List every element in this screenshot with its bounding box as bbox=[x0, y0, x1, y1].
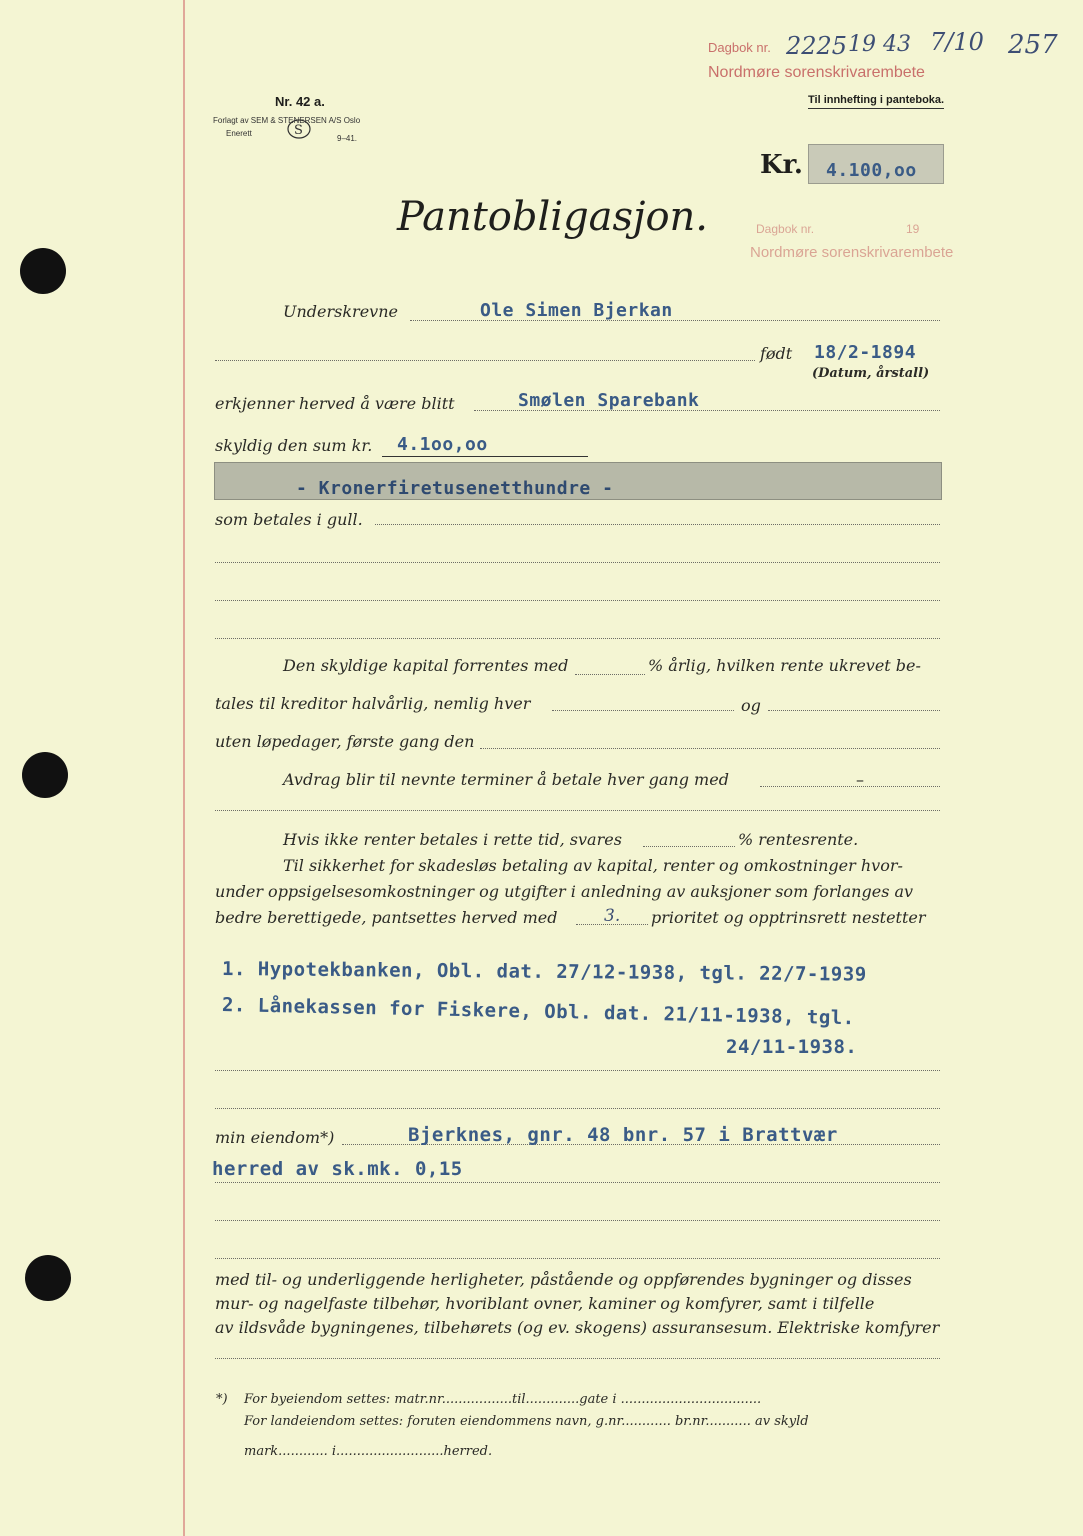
property-line2: herred av sk.mk. 0,15 bbox=[212, 1158, 463, 1180]
footnote-line3: mark............ i..........................herred. bbox=[244, 1444, 493, 1459]
creditor-value: Smølen Sparebank bbox=[518, 390, 700, 411]
publisher-logo-icon bbox=[286, 118, 312, 140]
terms-line1-a: Den skyldige kapital forrentes med bbox=[283, 656, 569, 675]
publisher-line1: Forlagt av SEM & STENERSEN A/S Oslo bbox=[213, 116, 361, 125]
document-title: Pantobligasjon. bbox=[397, 194, 709, 240]
prior-lien-2: 2. Lånekassen for Fiskere, Obl. dat. 21/11-1938, tgl. bbox=[221, 994, 855, 1030]
terms-line2-a: tales til kreditor halvårlig, nemlig hver bbox=[215, 694, 531, 713]
amount-value: 4.100,oo bbox=[826, 160, 917, 181]
term-date-line bbox=[552, 710, 734, 711]
dagbok-date: 7/10 bbox=[930, 28, 984, 56]
closing-line1: med til- og underliggende herligheter, påstående og oppførendes bygninger og disses bbox=[215, 1270, 912, 1289]
terms-line2-b: og bbox=[741, 696, 761, 715]
sum-in-words: - Kronerfiretusenetthundre - bbox=[296, 478, 614, 499]
terms-line4: Avdrag blir til nevnte terminer å betale hver gang med bbox=[283, 770, 729, 789]
prior-lien-1: 1. Hypotekbanken, Obl. dat. 27/12-1938, tgl. 22/7-1939 bbox=[221, 958, 867, 986]
stamp-dagbok-label: Dagbok nr. bbox=[708, 40, 771, 55]
blank-line-3 bbox=[215, 600, 940, 601]
publisher-line2: Enerett bbox=[226, 129, 252, 138]
blank-line-7 bbox=[215, 1108, 940, 1109]
dagbok-number: 2225 bbox=[786, 32, 848, 60]
underskrevne-value: Ole Simen Bjerkan bbox=[480, 300, 673, 321]
closing-line3: av ildsvåde bygningenes, tilbehørets (og ev. skogens) assuransesum. Elektriske komfyrer bbox=[215, 1318, 940, 1337]
blank-line-9 bbox=[215, 1220, 940, 1221]
term-date-line-2 bbox=[768, 710, 940, 711]
terms-line6: Til sikkerhet for skadesløs betaling av kapital, renter og omkostninger hvor- bbox=[283, 856, 903, 875]
punch-hole-bottom bbox=[25, 1255, 71, 1301]
punch-hole-middle bbox=[22, 752, 68, 798]
skyldig-label: skyldig den sum kr. bbox=[215, 436, 373, 455]
skyldig-value: 4.1oo,oo bbox=[397, 434, 488, 455]
installment-dash: – bbox=[856, 770, 864, 789]
footnote-mark: *) bbox=[216, 1392, 228, 1407]
datum-hint: (Datum, årstall) bbox=[812, 366, 930, 381]
blank-line-4 bbox=[215, 638, 940, 639]
amount-label: Kr. bbox=[760, 150, 803, 180]
form-number: Nr. 42 a. bbox=[275, 94, 325, 109]
property-label: min eiendom*) bbox=[215, 1128, 335, 1147]
blank-line-5 bbox=[215, 810, 940, 811]
blank-line-8 bbox=[215, 1182, 940, 1183]
installment-line bbox=[760, 786, 940, 787]
terms-line8-b: prioritet og opptrinsrett nestetter bbox=[651, 908, 926, 927]
gull-label: som betales i gull. bbox=[215, 510, 363, 529]
terms-line5-a: Hvis ikke renter betales i rette tid, svares bbox=[283, 830, 622, 849]
stamp2-year: 19 bbox=[906, 222, 920, 236]
penalty-rate-line bbox=[643, 846, 735, 847]
footnote-line2: For landeiendom settes: foruten eiendommens navn, g.nr............ br.nr........... av skyld bbox=[244, 1414, 809, 1429]
blank-line-1 bbox=[215, 360, 755, 361]
prior-lien-2-cont: 24/11-1938. bbox=[726, 1036, 858, 1058]
fodt-label: født bbox=[760, 344, 793, 363]
page-number: 257 bbox=[1008, 30, 1058, 60]
property-line1: Bjerknes, gnr. 48 bnr. 57 i Brattvær bbox=[408, 1124, 838, 1146]
terms-line5-b: % rentesrente. bbox=[738, 830, 859, 849]
stamp2-dagbok: Dagbok nr. bbox=[756, 222, 815, 236]
underskrevne-label: Underskrevne bbox=[283, 302, 398, 321]
skyldig-line bbox=[382, 456, 588, 457]
dagbok-year: 19 43 bbox=[848, 32, 911, 57]
terms-line1-b: % årlig, hvilken rente ukrevet be- bbox=[648, 656, 921, 675]
blank-line-2 bbox=[215, 562, 940, 563]
first-date-line bbox=[480, 748, 940, 749]
innhefting-note: Til innhefting i panteboka. bbox=[808, 94, 944, 109]
stamp2-office: Nordmøre sorenskrivarembete bbox=[750, 244, 954, 261]
priority-value: 3. bbox=[604, 906, 621, 926]
fodt-value: 18/2-1894 bbox=[814, 342, 917, 363]
rate-line bbox=[575, 674, 645, 675]
footnote-line1: For byeiendom settes: matr.nr.................til.............gate i .................................. bbox=[244, 1392, 762, 1407]
gull-line bbox=[375, 524, 940, 525]
blank-line-6 bbox=[215, 1070, 940, 1071]
erkjenner-label: erkjenner herved å være blitt bbox=[215, 394, 455, 413]
svg-text:S: S bbox=[294, 123, 303, 138]
blank-line-10 bbox=[215, 1258, 940, 1259]
stamp-office: Nordmøre sorenskrivarembete bbox=[708, 64, 925, 81]
terms-line8-a: bedre berettigede, pantsettes herved med bbox=[215, 908, 558, 927]
blank-line-11 bbox=[215, 1358, 940, 1359]
punch-hole-top bbox=[20, 248, 66, 294]
red-margin-line bbox=[183, 0, 185, 1536]
terms-line3: uten løpedager, første gang den bbox=[215, 732, 475, 751]
terms-line7: under oppsigelsesomkostninger og utgifter i anledning av auksjoner som forlanges av bbox=[215, 882, 914, 901]
closing-line2: mur- og nagelfaste tilbehør, hvoriblant ovner, kaminer og komfyrer, samt i tilfelle bbox=[215, 1294, 875, 1313]
publisher-date: 9–41. bbox=[337, 134, 358, 143]
